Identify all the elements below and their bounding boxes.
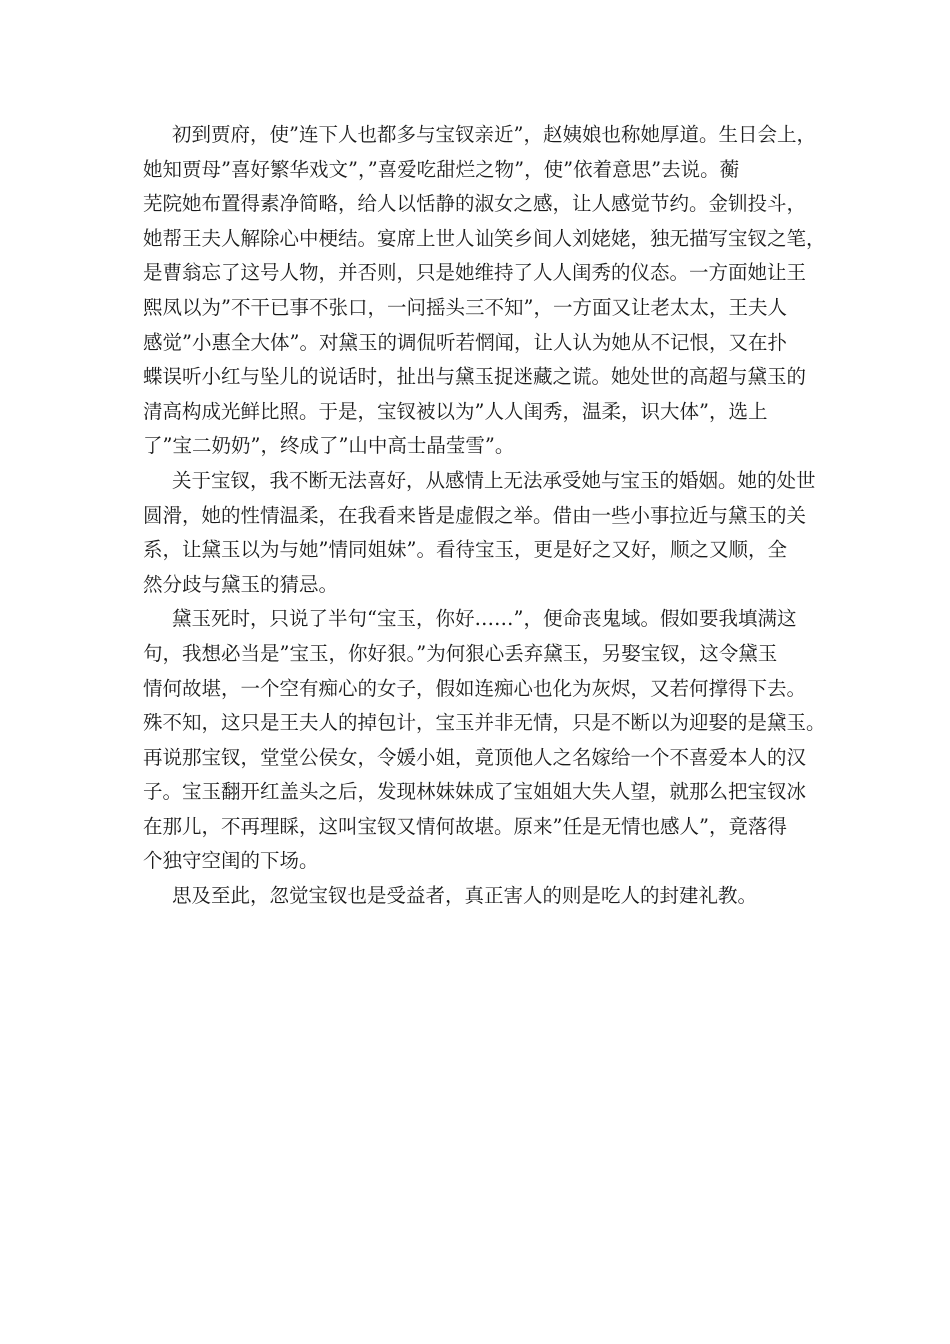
paragraph-line: 在那儿，不再理睬，这叫宝钗又情何故堪。原来”任是无情也感人”，竟落得: [143, 814, 787, 838]
paragraph-line: 感觉”小惠全大体”。对黛玉的调侃听若惘闻，让人认为她从不记恨，又在扑: [143, 330, 787, 354]
paragraph-2: [143, 464, 819, 602]
paragraph-1: [143, 118, 826, 464]
paragraph-line: 句，我想必当是”宝玉，你好狠。”为何狠心丢弃黛玉，另娶宝钗，这令黛玉: [143, 641, 778, 665]
paragraph-line: 她知贾母”喜好繁华戏文”，”喜爱吃甜烂之物”，使”依着意思”去说。蘅: [143, 157, 740, 181]
paragraph-line: 个独守空闺的下场。: [143, 849, 319, 873]
paragraph-line: 芜院她布置得素净简略，给人以恬静的淑女之感，让人感觉节约。金钏投斗，: [143, 192, 807, 216]
paragraph-line: 熙凤以为”不干已事不张口，一问摇头三不知”，一方面又让老太太，王夫人: [143, 295, 787, 319]
paragraph-line: 然分歧与黛玉的猜忌。: [143, 572, 339, 596]
paragraph-line: 殊不知，这只是王夫人的掉包计，宝玉并非无情，只是不断以为迎娶的是黛玉。: [143, 711, 826, 735]
paragraph-3: [143, 602, 826, 879]
paragraph-4: [143, 879, 819, 914]
paragraph-line: 再说那宝钗，堂堂公侯女，令媛小姐，竟顶他人之名嫁给一个不喜爱本人的汉: [143, 745, 807, 769]
paragraph-line: 系，让黛玉以为与她”情同姐妹”。看待宝玉，更是好之又好，顺之又顺，全: [143, 538, 787, 562]
paragraph-line: 是曹翁忘了这号人物，并否则，只是她维持了人人闺秀的仪态。一方面她让王: [143, 261, 807, 285]
paragraph-line: 圆滑，她的性情温柔，在我看来皆是虚假之举。借由一些小事拉近与黛玉的关: [143, 503, 807, 527]
paragraph-line: 子。宝玉翻开红盖头之后，发现林妹妹成了宝姐姐大失人望，就那么把宝钗冰: [143, 780, 807, 804]
paragraph-line: 初到贾府，使”连下人也都多与宝钗亲近”，赵姨娘也称她厚道。生日会上，: [172, 123, 816, 146]
paragraph-line: 清高构成光鲜比照。于是，宝钗被以为”人人闺秀，温柔，识大体”，选上: [143, 399, 768, 423]
paragraph-line: 思及至此，忽觉宝钗也是受益者，真正害人的则是吃人的封建礼教。: [172, 884, 758, 908]
paragraph-line: 关于宝钗，我不断无法喜好，从感情上无法承受她与宝玉的婚姻。她的处世: [172, 468, 816, 492]
paragraph-line: 了”宝二奶奶”，终成了”山中高士晶莹雪”。: [143, 434, 515, 458]
paragraph-line: 她帮王夫人解除心中梗结。宴席上世人讪笑乡间人刘姥姥，独无描写宝钗之笔，: [143, 226, 826, 250]
paragraph-line: 情何故堪，一个空有痴心的女子，假如连痴心也化为灰烬，又若何撑得下去。: [143, 676, 807, 700]
paragraph-line: 蝶误听小红与坠儿的说话时，扯出与黛玉捉迷藏之谎。她处世的高超与黛玉的: [143, 365, 807, 389]
paragraph-line: 黛玉死时，只说了半句“宝玉，你好……”，便命丧鬼域。假如要我填满这: [172, 607, 797, 631]
document-body: [143, 118, 826, 914]
